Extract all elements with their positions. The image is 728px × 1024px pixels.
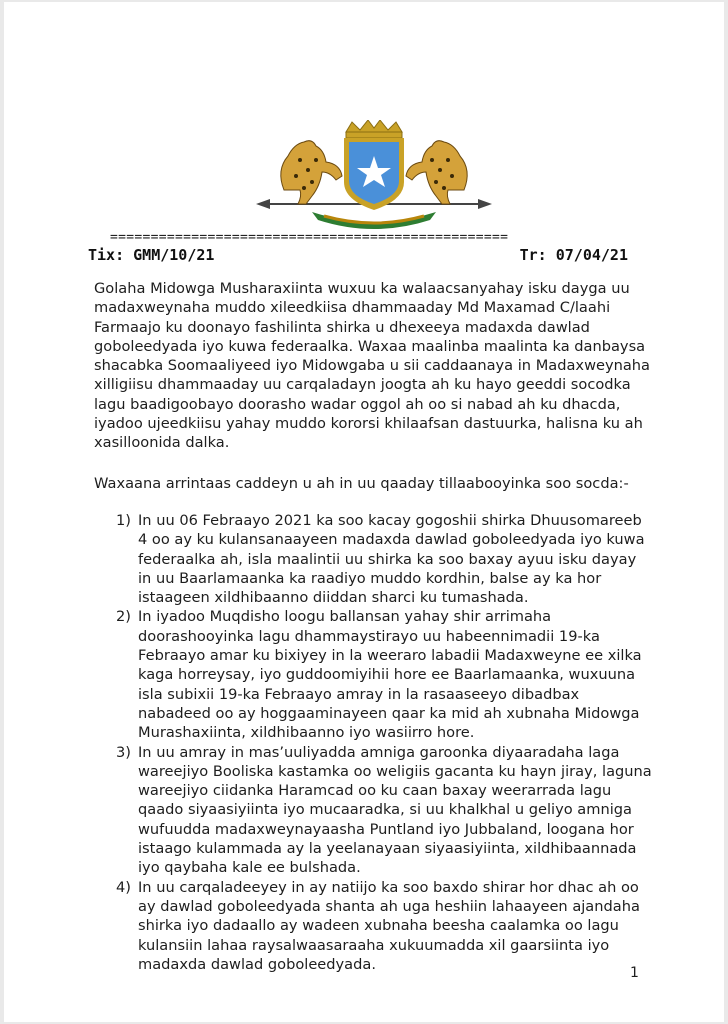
- list-item-number: 3): [116, 743, 131, 761]
- list-item: [116, 878, 654, 974]
- list-item-text: In uu 06 Febraayo 2021 ka soo kacay gogoshii shirka Dhuusomareeb 4 oo ay ku kulansanaayeen madaxda dawlad goboleedyada iyo kuwa federaalka ah, isla maalintii uu shirka ka soo baxay ayuu isku dayay in uu Baarlamaanka ka raadiyo muddo kordhin, balse ay ka hor istaageen xildhibaanno diiddan sharci ku tumashada.: [138, 511, 645, 607]
- list-item-text: In uu amray in mas’uuliyadda amniga garoonka diyaaradaha laga wareejiyo Booliska kastamka oo weligiis gacanta ku hayn jiray, laguna wareejiyo ciidanka Haramcad oo ku caan baxay weerarrada lagu qaado siyaasiyiinta iyo mucaaradka, si uu khalkhal u geliyo amniga wufuudda madaxweynayaasha Puntland iyo Jubbaland, loogana hor istaago kulammada ay la yeelanayaan siyaasiyiinta, xildhibaannada iyo qaybaha kale ee bulshada.: [138, 743, 652, 877]
- document-page: [4, 2, 724, 1022]
- list-item: [116, 743, 654, 878]
- letter-body: [94, 279, 654, 974]
- lead-paragraph: Waxaana arrintaas caddeyn u ah in uu qaaday tillaabooyinka soo socda:-: [94, 474, 629, 492]
- somalia-coat-of-arms-icon: [254, 120, 494, 232]
- list-item-number: 4): [116, 878, 131, 896]
- points-list: [116, 511, 654, 974]
- page-number: 1: [630, 965, 639, 981]
- reference-number: Tix: GMM/10/21: [88, 246, 215, 264]
- document-date: Tr: 07/04/21: [519, 246, 628, 264]
- list-item-number: 1): [116, 511, 131, 529]
- list-item-number: 2): [116, 608, 131, 626]
- list-item: [116, 607, 654, 742]
- list-item: [116, 511, 654, 607]
- intro-paragraph: Golaha Midowga Musharaxiinta wuxuu ka walaacsanyahay isku dayga uu madaxweynaha muddo xileedkiisa dhammaaday Md Maxamad C/laahi Farmaajo ku doonayo fashilinta shirka u dhexeeya madaxda dawlad goboleedyada iyo kuwa federaalka. Waxaa maalinba maalinta ka danbaysa shacabka Soomaaliyeed iyo Midowgaba u sii caddaanaya in Madaxweynaha xilligiisu dhammaaday uu carqaladayn joogta ah ku hayo geeddi socodka lagu baadigoobayo doorasho wadar oggol ah oo si nabad ah ku dhacda, iyadoo ujeedkiisu yahay muddo kororsi khilaafsan dastuurka, halisna ku ah xasilloonida dalka.: [94, 280, 651, 452]
- separator-line: =================================================: [110, 230, 509, 245]
- list-item-text: In uu carqaladeeyey in ay natiijo ka soo baxdo shirar hor dhac ah oo ay dawlad goboleedyada shanta ah uga heshiin lahaayeen ajandaha shirka iyo dadaallo ay wadeen xubnaha beesha caalamka oo lagu kulansiin lahaa raysalwaasaraaha xukuumadda xil gaarsiinta iyo madaxda dawlad goboleedyada.: [138, 878, 640, 973]
- list-item-text: In iyadoo Muqdisho loogu ballansan yahay shir arrimaha doorashooyinka lagu dhammaystirayo uu habeennimadii 19-ka Febraayo amar ku bixiyey in la weeraro labadii Madaxweyne ee xilka kaga horreysay, iyo guddoomiyihii hore ee Baarlamaanka, wuxuuna isla subixii 19-ka Febraayo amray in la rasaaseeyo dibadbax nabadeed oo ay hoggaaminayeen qaar ka mid ah xubnaha Midowga Murashaxiinta, xildhibaanno iyo wasiirro hore.: [138, 608, 642, 742]
